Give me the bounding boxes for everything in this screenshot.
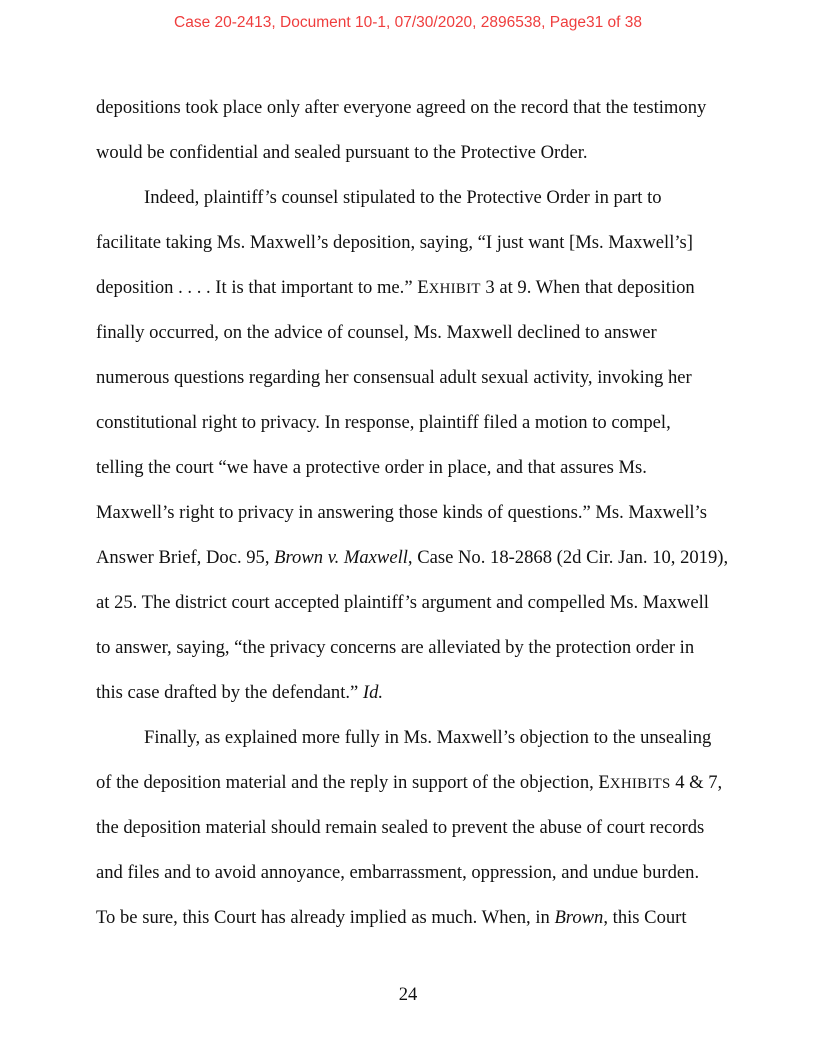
- text-line-with-exhibit-ref: [96, 270, 736, 315]
- document-body: [96, 90, 736, 945]
- text-span: 3 at 9. When that deposition: [480, 277, 695, 298]
- text-line: facilitate taking Ms. Maxwell’s deposition, saying, “I just want [Ms. Maxwell’s]: [96, 232, 693, 253]
- text-span: Answer Brief, Doc. 95,: [96, 547, 275, 568]
- text-span: of the deposition material and the reply in support of the objection,: [96, 772, 599, 793]
- text-span: , Case No. 18-2868 (2d Cir. Jan. 10, 2019),: [407, 547, 729, 568]
- text-line-with-citation: [96, 675, 736, 720]
- text-line: to answer, saying, “the privacy concerns are alleviated by the protection order in: [96, 637, 695, 658]
- text-line: constitutional right to privacy. In response, plaintiff filed a motion to compel,: [96, 412, 671, 433]
- exhibit-label-initial: E: [598, 772, 610, 793]
- paragraph-start-line: Finally, as explained more fully in Ms. Maxwell’s objection to the unsealing: [144, 727, 712, 748]
- text-line: and files and to avoid annoyance, embarrassment, oppression, and undue burden.: [96, 862, 700, 883]
- exhibit-label-initial: E: [417, 277, 429, 298]
- text-span: this case drafted by the defendant.”: [96, 682, 363, 703]
- text-line-with-citation: [96, 540, 736, 585]
- id-citation-italic: Id.: [362, 682, 384, 703]
- text-line: numerous questions regarding her consensual adult sexual activity, invoking her: [96, 367, 692, 388]
- text-line: the deposition material should remain sealed to prevent the abuse of court records: [96, 817, 705, 838]
- text-line-with-exhibit-ref: [96, 765, 736, 810]
- text-line: at 25. The district court accepted plaintiff’s argument and compelled Ms. Maxwell: [96, 592, 709, 613]
- case-citation-italic: Brown: [554, 907, 604, 928]
- page-number: 24: [398, 984, 418, 1005]
- paragraph-start-line: Indeed, plaintiff’s counsel stipulated to the Protective Order in part to: [144, 187, 662, 208]
- text-line-with-citation: [96, 900, 736, 945]
- text-line: would be confidential and sealed pursuant to the Protective Order.: [96, 142, 588, 163]
- case-citation-italic: Brown v. Maxwell: [274, 547, 408, 568]
- text-line: Maxwell’s right to privacy in answering those kinds of questions.” Ms. Maxwell’s: [96, 502, 707, 523]
- text-span: , this Court: [603, 907, 687, 928]
- text-span: 4 & 7,: [670, 772, 723, 793]
- text-line: telling the court “we have a protective order in place, and that assures Ms.: [96, 457, 647, 478]
- case-header-stamp: Case 20-2413, Document 10-1, 07/30/2020, 2896538, Page31 of 38: [174, 14, 642, 31]
- exhibit-label-smallcaps: XHIBIT: [428, 281, 481, 297]
- exhibit-label-smallcaps: XHIBITS: [609, 776, 671, 792]
- text-line: depositions took place only after everyone agreed on the record that the testimony: [96, 97, 707, 118]
- text-span: To be sure, this Court has already implied as much. When, in: [96, 907, 555, 928]
- text-span: deposition . . . . It is that important to me.”: [96, 277, 418, 298]
- text-line: finally occurred, on the advice of counsel, Ms. Maxwell declined to answer: [96, 322, 657, 343]
